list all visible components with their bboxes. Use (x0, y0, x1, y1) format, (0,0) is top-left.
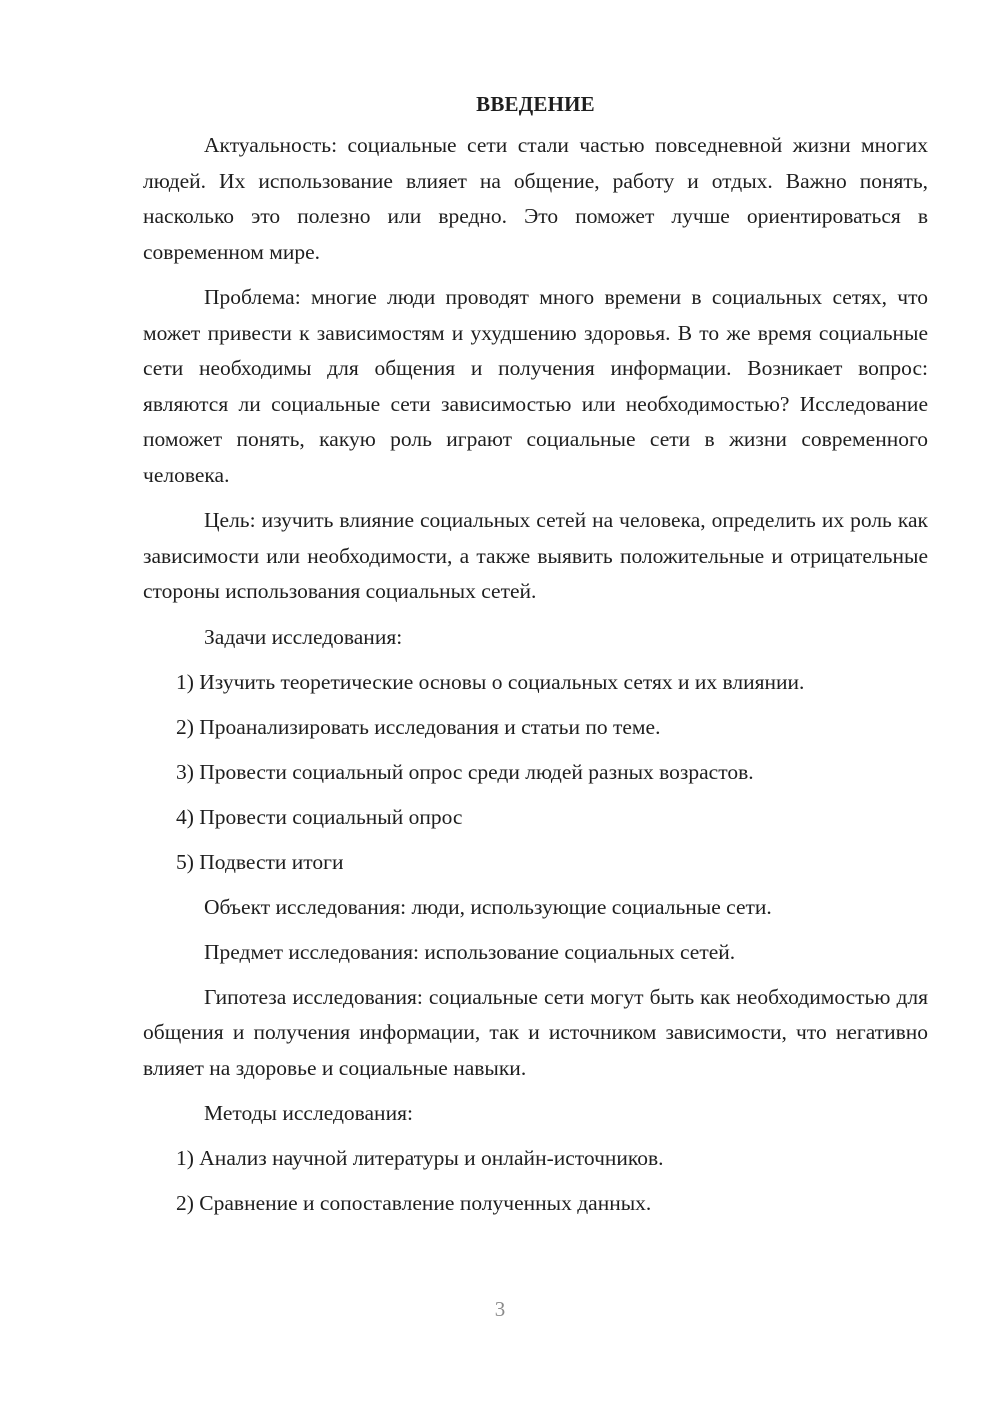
research-object: Объект исследования: люди, использующие социальные сети. (204, 894, 772, 919)
goal-paragraph: Цель: изучить влияние социальных сетей на человека, определить их роль как зависимости или необходимости, а также выявить положительные и отрицательные стороны использования социальных сетей. (143, 508, 928, 603)
method-item: 2) Сравнение и сопоставление полученных данных. (176, 1191, 652, 1215)
page-title: ВВЕДЕНИЕ (476, 92, 595, 116)
task-item: 4) Провести социальный опрос (176, 804, 463, 829)
task-item: 2) Проанализировать исследования и статьи по теме. (176, 714, 661, 739)
hypothesis-paragraph: Гипотеза исследования: социальные сети могут быть как необходимостью для общения и получения информации, так и источником зависимости, что негативно влияет на здоровье и социальные навыки. (143, 984, 928, 1080)
task-item: 5) Подвести итоги (176, 849, 344, 874)
problem-paragraph: Проблема: многие люди проводят много времени в социальных сетях, что может привести к зависимостям и ухудшению здоровья. В то же время социальные сети необходимы для общения и получения информации. Возникает вопрос: являются ли социальные сети зависимостью или необходимостью? Исследование поможет понять, какую роль играют социальные сети в жизни современного человека. (143, 285, 928, 487)
methods-heading: Методы исследования: (204, 1101, 413, 1125)
page-number: 3 (494, 1297, 506, 1321)
research-subject: Предмет исследования: использование социальных сетей. (204, 939, 736, 964)
task-item: 1) Изучить теоретические основы о социальных сетях и их влиянии. (176, 669, 805, 694)
tasks-heading: Задачи исследования: (204, 624, 403, 649)
document-page (143, 92, 928, 1231)
method-item: 1) Анализ научной литературы и онлайн-источников. (176, 1146, 664, 1170)
task-item: 3) Провести социальный опрос среди людей разных возрастов. (176, 759, 754, 784)
relevance-paragraph: Актуальность: социальные сети стали частью повседневной жизни многих людей. Их использование влияет на общение, работу и отдых. Важно понять, насколько это полезно или вредно. Это поможет лучше ориентироваться в современном мире. (143, 133, 928, 264)
